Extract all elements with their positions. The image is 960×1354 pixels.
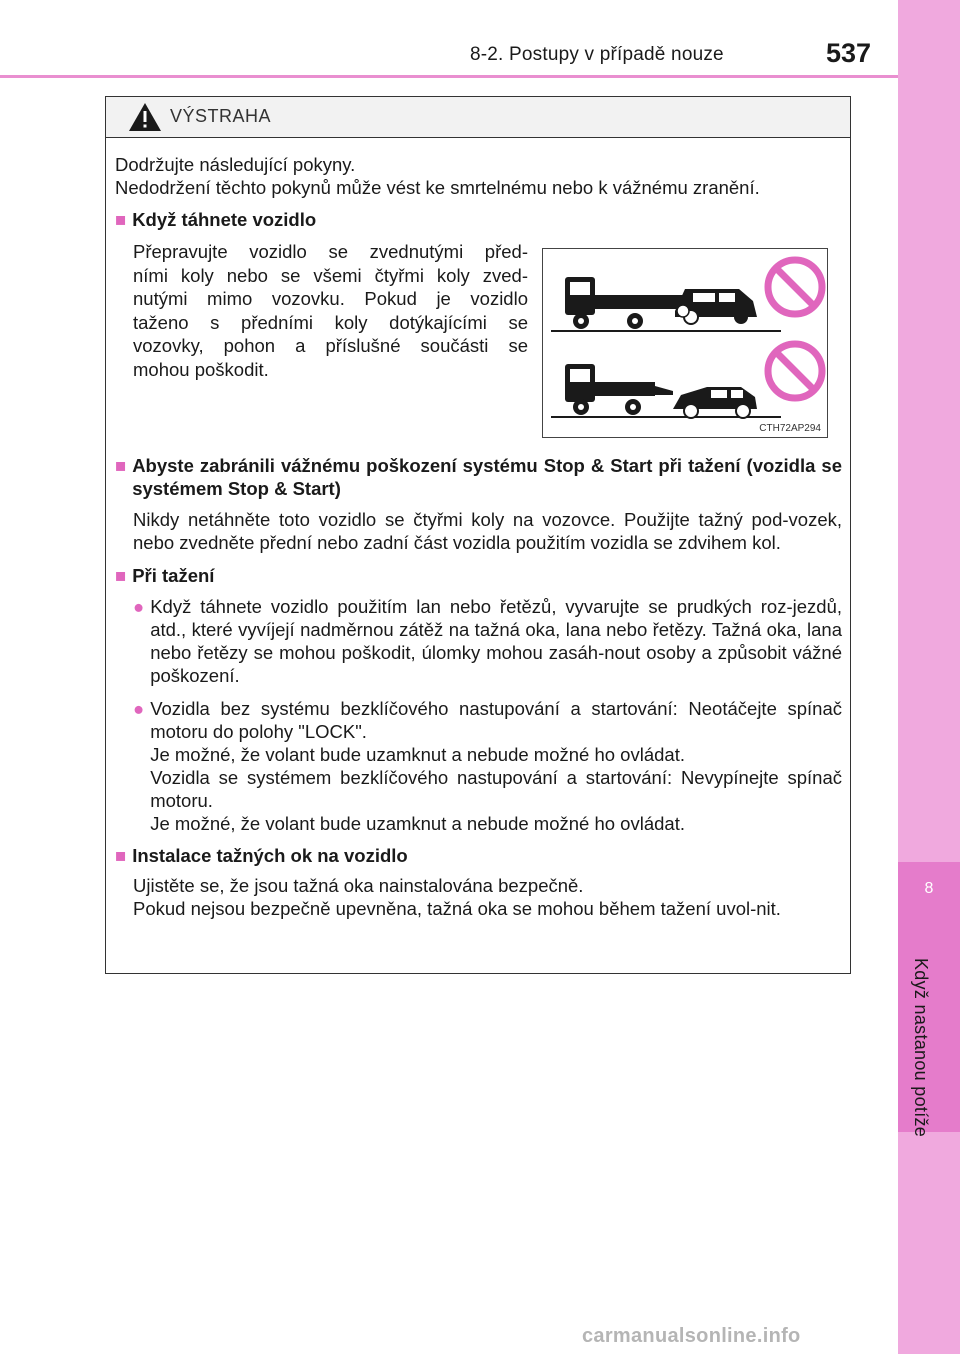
warning-label: VÝSTRAHA xyxy=(170,106,272,126)
section-heading-towing: ■ Když táhnete vozidlo xyxy=(115,209,317,230)
square-bullet-icon: ■ xyxy=(115,209,127,230)
round-bullet-icon: ● xyxy=(133,596,145,617)
warning-box xyxy=(105,96,851,974)
watermark: carmanualsonline.info xyxy=(582,1325,801,1347)
stop-start-text: Nikdy netáhněte toto vozidlo se čtyřmi koly na vozovce. Použijte tažný pod-vozek, nebo zvedněte přední nebo zadní část vozidla použitím vozidla se zdvihem kol. xyxy=(133,509,842,553)
illustration-code: CTH72AP294 xyxy=(759,423,821,434)
section-heading-tow-hooks: ■ Instalace tažných ok na vozidlo xyxy=(115,845,408,866)
tow-truck-illustration xyxy=(543,249,827,437)
square-bullet-icon: ■ xyxy=(115,565,127,586)
square-bullet-icon: ■ xyxy=(115,455,127,476)
page-number: 537 xyxy=(826,38,872,68)
towing-text: Přepravujte vozidlo se zvednutými před- ními koly nebo se všemi čtyřmi koly zved- nutými mimo vozovku. Pokud je vozidlo taženo s předními koly dotýkajícími se vozovky, pohon a příslušné součásti se mohou poškodit. xyxy=(133,241,528,380)
section-heading-stop-start: ■ Abyste zabránili vážnému poškození systému Stop & Start při tažení (vozidla se systémem Stop & Start) xyxy=(115,455,842,499)
warning-header xyxy=(106,97,850,138)
tow-hooks-text: Ujistěte se, že jsou tažná oka nainstalována bezpečně. Pokud nejsou bezpečně upevněna, tažná oka se mohou během tažení uvol-nit. xyxy=(133,875,781,919)
list-item: ● Vozidla bez systému bezklíčového nastupování a startování: Neotáčejte spínač motoru do polohy "LOCK". Je možné, že volant bude uzamknut a nebude možné ho ovládat. Vozidla se systémem bezklíčového nastupování a startování: Nevypínejte spínač motoru. Je možné, že volant bude uzamknut a nebude možné ho ovládat. xyxy=(133,698,842,834)
square-bullet-icon: ■ xyxy=(115,845,127,866)
round-bullet-icon: ● xyxy=(133,698,145,719)
intro-line-2: Nedodržení těchto pokynů může vést ke smrtelnému nebo k vážnému zranění. xyxy=(115,177,760,198)
header-divider xyxy=(0,75,898,78)
chapter-number: 8 xyxy=(924,880,934,897)
chapter-side-tab xyxy=(898,0,960,1354)
warning-triangle-icon xyxy=(128,102,162,132)
chapter-title: Když nastanou potíže xyxy=(911,958,931,1138)
towing-illustration xyxy=(542,248,828,438)
intro-line-1: Dodržujte následující pokyny. xyxy=(115,154,356,175)
section-heading-when-towing: ■ Při tažení xyxy=(115,565,215,586)
list-item: ● Když táhnete vozidlo použitím lan nebo řetězů, vyvarujte se prudkých roz-jezdů, atd., které vyvíjejí nadměrnou zátěž na tažná oka, lana nebo řetězy. Tažná oka, lana nebo řetězy se mohou poškodit, úlomky mohou zasáh-nout osoby a způsobit vážné poškození. xyxy=(133,596,842,686)
section-title: 8-2. Postupy v případě nouze xyxy=(470,44,724,65)
